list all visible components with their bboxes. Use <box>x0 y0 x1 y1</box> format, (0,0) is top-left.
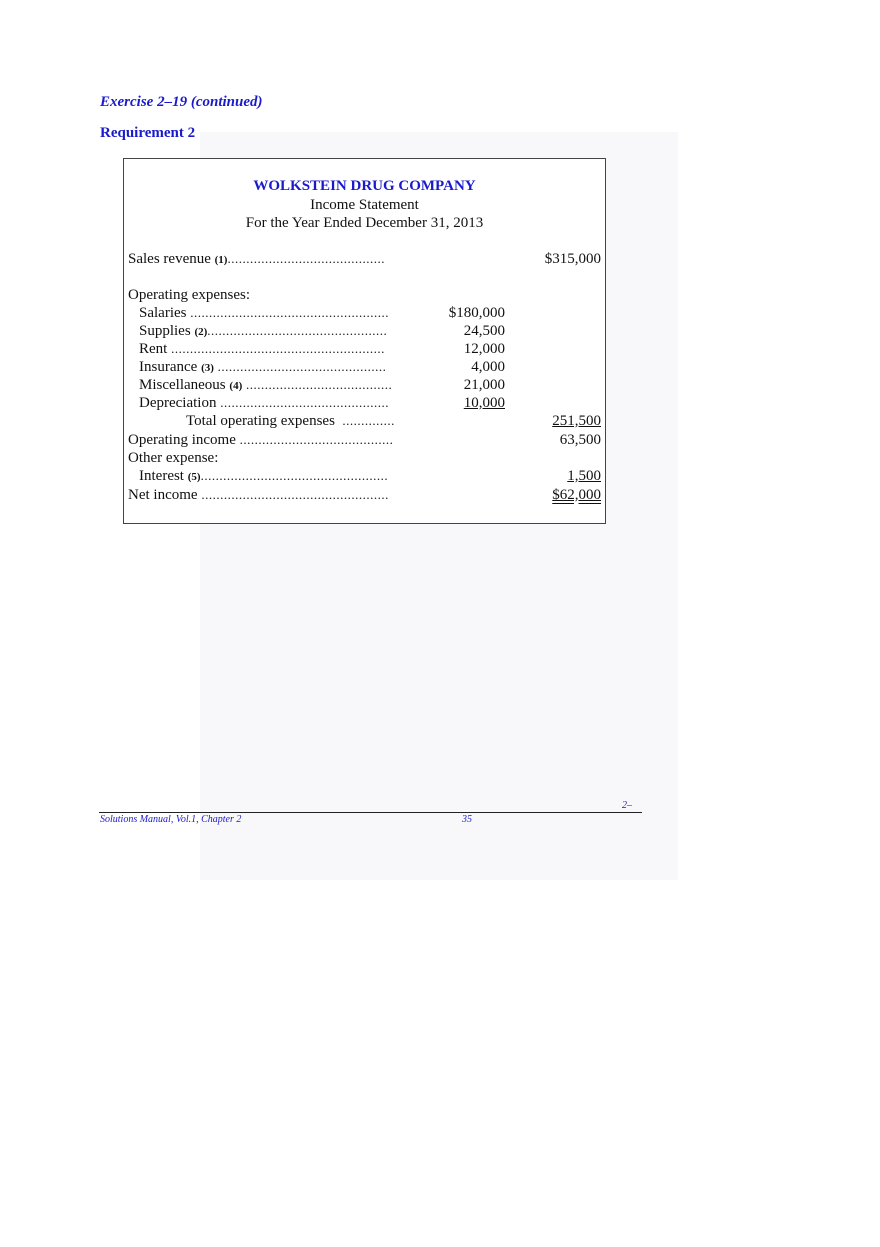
label: Other expense: <box>128 450 219 466</box>
company-name: WOLKSTEIN DRUG COMPANY <box>253 178 476 194</box>
label: Operating expenses: <box>128 287 251 303</box>
exercise-title: Exercise 2–19 (continued) <box>100 94 263 110</box>
footer-divider <box>99 812 642 813</box>
leader-dots: ............................................. <box>217 359 387 374</box>
label: Salaries <box>139 305 187 321</box>
leader-dots: ......................................... <box>239 432 394 447</box>
amount-mid: 24,500 <box>463 323 505 339</box>
label: Sales revenue <box>128 251 211 267</box>
label: Depreciation <box>139 395 217 411</box>
statement-title: Income Statement <box>310 197 419 213</box>
label: Rent <box>139 341 168 357</box>
row-insurance <box>124 359 605 377</box>
label: Miscellaneous <box>139 377 226 393</box>
row-supplies <box>124 323 605 341</box>
row-operating-income <box>124 432 605 450</box>
label: Interest <box>139 468 184 484</box>
row-sales-revenue <box>124 251 605 269</box>
leader-dots: ..................................................... <box>190 305 389 320</box>
leader-dots: ......................................................... <box>171 341 385 356</box>
note-ref: (2) <box>194 326 208 338</box>
amount-mid: 4,000 <box>471 359 505 375</box>
leader-dots: ............................................. <box>220 395 389 410</box>
row-net-income <box>124 487 605 505</box>
leader-dots: .................................................. <box>201 487 389 502</box>
note-ref: (3) <box>201 362 214 374</box>
page-suffix: 2– <box>622 800 632 811</box>
statement-period: For the Year Ended December 31, 2013 <box>245 215 484 231</box>
leader-dots: .............. <box>342 413 395 428</box>
requirement-title: Requirement 2 <box>100 125 196 141</box>
row-other-expense-header <box>124 450 605 468</box>
row-depreciation <box>124 395 605 413</box>
leader-dots: .......................................... <box>227 251 385 266</box>
label: Operating income <box>128 432 236 448</box>
row-total-operating-expenses <box>124 413 605 431</box>
amount-right: 251,500 <box>552 413 601 429</box>
leader-dots: ................................................ <box>207 323 388 338</box>
row-rent <box>124 341 605 359</box>
row-operating-expenses-header <box>124 287 605 305</box>
footer-manual-title: Solutions Manual, Vol.1, Chapter 2 <box>100 814 242 825</box>
label: Net income <box>128 487 198 503</box>
amount-right: 63,500 <box>559 432 601 448</box>
leader-dots: ....................................... <box>245 377 393 392</box>
income-statement <box>123 158 606 524</box>
amount-right: $315,000 <box>544 251 601 267</box>
row-miscellaneous <box>124 377 605 395</box>
label: Supplies <box>139 323 191 339</box>
row-salaries <box>124 305 605 323</box>
note-ref: (1) <box>214 254 228 266</box>
label: Total operating expenses <box>186 413 335 429</box>
amount-mid: $180,000 <box>448 305 505 321</box>
note-ref: (4) <box>229 380 243 392</box>
leader-dots: .................................................. <box>200 468 389 483</box>
row-interest <box>124 468 605 486</box>
amount-mid: 12,000 <box>463 341 505 357</box>
amount-mid: 10,000 <box>463 395 505 411</box>
note-ref: (5) <box>187 471 201 483</box>
label: Insurance <box>139 359 198 375</box>
amount-right: $62,000 <box>552 487 601 503</box>
page-number: 35 <box>462 814 472 825</box>
amount-right: 1,500 <box>567 468 601 484</box>
amount-mid: 21,000 <box>463 377 505 393</box>
